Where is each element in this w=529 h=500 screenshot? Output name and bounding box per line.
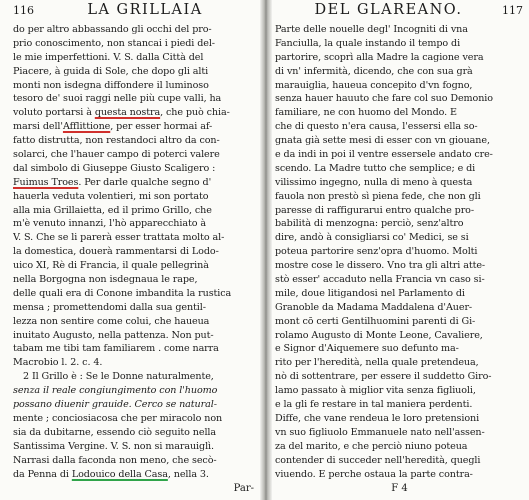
running-title: DEL GLAREANO. <box>314 2 463 18</box>
text-segment: , che può chia- <box>160 107 230 119</box>
text-segment: . Per darle qualche segno d' <box>78 176 212 188</box>
text-line: Parte delle nouelle degl' Incogniti di vna <box>275 24 468 35</box>
right-page-text <box>275 23 523 481</box>
signature-mark: F 4 <box>391 483 408 494</box>
left-page-header <box>13 2 256 22</box>
right-page-header <box>275 2 523 22</box>
green-underlined-phrase: Lodouico della Casa <box>71 468 168 480</box>
text-line: vn suo figliuolo Emmanuele nato nell'assen- <box>275 426 485 438</box>
text-line: mont cō certi Gentilhuomini parenti di Gi- <box>275 315 476 327</box>
text-line: Macrobio l. 2. c. 4. <box>13 357 103 369</box>
text-line: fauola non prestò sì piena fede, che non gli <box>275 190 481 202</box>
text-line: 2 Il Grillo è : Se le Donne naturalmente, <box>23 371 214 383</box>
text-line: e Signor d'Aiquemere suo defunto ma- <box>275 343 459 355</box>
text-line: inuitato Augusto, nella pattenza. Non put- <box>13 329 214 341</box>
text-line: delle quali era di Conone imbandita la rustica <box>13 287 232 299</box>
text-line: mente ; conciosiacosa che per miracolo non <box>13 412 223 424</box>
text-line: monti non isdegna diffondere il luminoso <box>13 79 209 91</box>
text-line: rito per l'heredità, nella quale pretendeua, <box>275 357 479 369</box>
text-line: mensa ; promettendomi dalla sua gentil- <box>13 301 206 313</box>
text-segment: , nella 3. <box>167 468 209 480</box>
text-segment: voluto portarsi à <box>13 107 95 119</box>
text-line: che di questo n'era causa, l'essersi ella so- <box>275 121 478 133</box>
text-line: partorire, scoprì alla Madre la cagione vera <box>275 51 484 63</box>
text-line: m'è venuto innanzi, l'hò apparecchiato à <box>13 218 206 230</box>
left-page <box>0 0 262 500</box>
text-line: e da indi in poi il ventre essersele andato cre- <box>275 149 493 161</box>
text-line: senza hauer hauuto che fare col suo Demonio <box>275 93 493 105</box>
text-line: poteua partorire senz'opra d'huomo. Molti <box>275 246 478 258</box>
text-line: Narrasi dalla faconda non meno, che secò- <box>13 454 217 466</box>
text-line: nò di sottentrare, per essere il suddetto Giro- <box>275 371 492 383</box>
text-line <box>13 468 256 482</box>
text-line: Granoble da Madama Maddalena d'Auer- <box>275 301 473 313</box>
text-line: viuendo. E perche ostaua la parte contra- <box>275 468 473 480</box>
text-line: Diffe, che vane rendeua le loro pretensioni <box>275 412 480 424</box>
red-underlined-phrase: Afflittione <box>62 121 111 133</box>
text-line: dal simbolo di Giuseppe Giusto Scaligero : <box>13 162 216 174</box>
text-line: fatto distrutta, non restandoci altro da con- <box>13 135 220 147</box>
text-line: paresse di raffigurarui entro qualche pro- <box>275 204 474 216</box>
text-line: nella Borgogna non isdegnaua le rape, <box>13 274 198 286</box>
text-line: za del marito, e che perciò niuno poteua <box>275 440 468 452</box>
text-line: gnata già sette mesi di esser con vn giouane, <box>275 135 490 147</box>
text-line: do per altro abbassando gli occhi del pro- <box>13 24 212 35</box>
text-line: Fanciulla, la quale instando il tempo di <box>275 37 461 49</box>
running-title: LA GRILLAIA <box>87 2 203 18</box>
page-number: 117 <box>502 4 523 17</box>
text-line: prio conoscimento, non stancai i piedi del- <box>13 37 215 49</box>
text-line <box>13 176 256 190</box>
text-line: alla mia Grillaietta, ed il primo Grillo, che <box>13 204 212 216</box>
text-line: Santissima Vergine. V. S. non si marauiglì. <box>13 440 214 452</box>
text-line: marauiglia, haueua concepito d'vn fogno, <box>275 79 473 91</box>
text-line: e la gli fe restare in tal maniera perdenti. <box>275 399 473 411</box>
text-line: hauerla veduta volentieri, mi son portato <box>13 190 209 202</box>
text-line: stò esser' accaduto nella Francia vn caso si- <box>275 274 485 286</box>
text-line: tabam me tibi tam familiarem . come narra <box>13 343 219 355</box>
red-underlined-phrase: questa nostra <box>94 107 161 119</box>
text-line: mile, doue litigandosi nel Parlamento di <box>275 287 465 299</box>
text-line: tesoro de' suoi raggi nelle più cupe valli, ha <box>13 93 222 105</box>
text-line: le mie imperfettioni. V. S. dalla Città del <box>13 51 204 63</box>
text-line: V. S. Che se li parerà esser trattata molto al- <box>13 232 225 244</box>
text-segment: marsi dell' <box>13 121 63 133</box>
text-line: scendo. La Madre tutto che semplice; e di <box>275 162 476 174</box>
text-line: uico XI, Rè di Francia, il quale pellegrinà <box>13 260 209 272</box>
text-line: solarci, che l'hauer campo di poterci valere <box>13 149 220 161</box>
text-line: rolamo Augusto di Monte Leone, Cavaliere, <box>275 329 483 341</box>
text-segment: da Penna di <box>13 468 72 480</box>
text-segment: , per esser hormai af- <box>110 121 213 133</box>
left-page-text <box>13 23 256 481</box>
text-line: contender di succeder nell'heredità, quegli <box>275 454 481 466</box>
text-line: senza il reale congiungimento con l'huomo <box>13 385 218 397</box>
text-line: babilità di menzogna: perciò, senz'altro <box>275 218 464 230</box>
text-line: lezza non sentire come colui, che haueua <box>13 315 210 327</box>
text-line <box>13 120 256 134</box>
text-line: di vn' infermità, dicendo, che con sua grà <box>275 65 473 77</box>
text-line: Piacere, à guida di Sole, che dopo gli alti <box>13 65 209 77</box>
red-underlined-phrase: Fuimus Troes <box>13 176 79 188</box>
right-page <box>270 0 529 500</box>
text-line: vilissimo ingegno, nulla di meno à questa <box>275 176 473 188</box>
text-line: dire, andò à consigliarsi co' Medici, se si <box>275 232 469 244</box>
catchword: Par- <box>233 483 254 494</box>
text-line <box>13 106 256 120</box>
text-line: lamo passato à miglior vita senza figliuoli, <box>275 385 476 397</box>
text-line: mostre cose le dissero. Vno tra gli altri atte- <box>275 260 486 272</box>
text-line: familiare, ne con huomo del Mondo. E <box>275 107 457 119</box>
text-line: possano diuenir grauide. Cerco se natural- <box>13 399 217 411</box>
page-number: 116 <box>13 4 34 17</box>
text-line: la domestica, douerà rammentarsi di Lodo- <box>13 246 219 258</box>
text-line: sia da dubitarne, essendo ciò seguito nella <box>13 426 217 438</box>
